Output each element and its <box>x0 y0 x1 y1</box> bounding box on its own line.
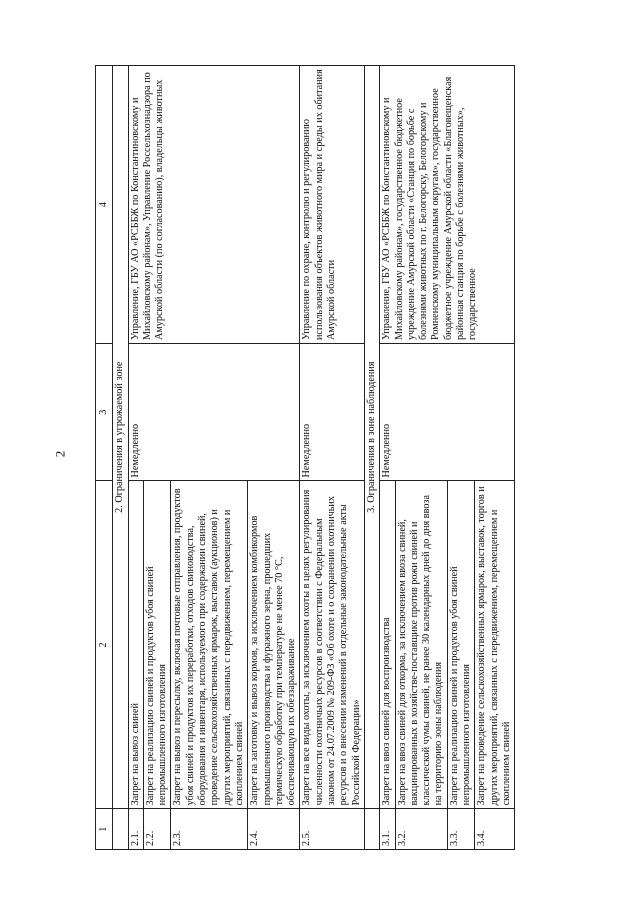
header-col-1: 1 <box>96 809 113 850</box>
table-row <box>380 66 395 850</box>
row-number: 3.3. <box>447 809 475 850</box>
row-measure: Запрет на реализацию свиней и продуктов убоя свиней непромышленного изготовления <box>447 481 475 809</box>
row-measure: Запрет на реализацию свиней и продуктов убоя свиней непромышленного изготовления <box>143 481 171 809</box>
measures-table <box>95 65 515 850</box>
row-measure: Запрет на вывоз свиней <box>128 481 143 809</box>
row-responsible: Управление, ГБУ АО «РСББЖ по Константиновскому и Михайловскому районам», государственное бюджетное учреждение Амурской области «Станция по борьбе с болезнями животных по г. Белогорску, Белогорскому и Ромненскому муниципальным округам», государственное бюджетное учреждение Амурской области «Благовещенская районная станция по борьбе с болезнями животных», государственное <box>380 66 515 344</box>
row-measure: Запрет на ввоз свиней для воспроизводства <box>380 481 395 809</box>
row-number: 2.3. <box>171 809 248 850</box>
row-number: 3.4. <box>475 809 515 850</box>
row-responsible: Управление, ГБУ АО «РСББЖ по Константиновскому и Михайловскому районам», Управление Россельхознадзора по Амурской области (по согласованию), владельцы животных <box>128 66 300 344</box>
table-row <box>128 66 143 850</box>
row-measure: Запрет на проведение сельскохозяйственных ярмарок, выставок, торгов и других мероприятий, связанных с передвижением, перемещением и скоплением свиней <box>475 481 515 809</box>
row-number: 2.2. <box>143 809 171 850</box>
section-row <box>113 66 128 850</box>
section-title: 2. Ограничения в угрожаемой зоне <box>113 66 128 809</box>
section-row <box>364 66 379 850</box>
page-number: 2 <box>52 450 68 458</box>
section-title: 3. Ограничения в зоне наблюдения <box>364 66 379 809</box>
header-row <box>96 66 113 850</box>
row-responsible: Управление по охране, контролю и регулированию использования объектов животного мира и среды их обитания Амурской области <box>300 66 364 344</box>
header-col-4: 4 <box>96 66 113 344</box>
header-col-3: 3 <box>96 344 113 481</box>
header-col-2: 2 <box>96 481 113 809</box>
row-number: 3.1. <box>380 809 395 850</box>
table-row <box>300 66 364 850</box>
row-measure: Запрет на ввоз свиней для откорма, за исключением ввоза свиней, вакцинированных в хозяйстве-поставщике против рожи свиней и классической чумы свиней, не ранее 30 календарных дней до дня ввоза на территорию зоны наблюдения <box>395 481 447 809</box>
row-term: Немедленно <box>300 344 364 481</box>
row-number: 3.2. <box>395 809 447 850</box>
row-term: Немедленно <box>380 344 515 481</box>
row-number: 2.4. <box>248 809 300 850</box>
row-measure: Запрет на заготовку и вывоз кормов, за исключением комбикормов промышленного производства и фуражного зерна, прошедших термическую обработку при температуре не менее 70 °С, обеспечивающую их обеззараживание <box>248 481 300 809</box>
row-measure: Запрет на вывоз и пересылку, включая почтовые отправления, продуктов убоя свиней и продуктов их переработки, отходов свиноводства, оборудования и инвентаря, используемого при содержании свиней, проведение сельскохозяйственных ярмарок, выставок (аукционов) и других мероприятий, связанных с передвижением, перемещением и скоплением свиней <box>171 481 248 809</box>
row-number: 2.1. <box>128 809 143 850</box>
rotated-table-sheet <box>95 65 595 850</box>
row-number: 2.5. <box>300 809 364 850</box>
row-term: Немедленно <box>128 344 300 481</box>
row-measure: Запрет на все виды охоты, за исключением охоты в целях регулирования численности охотничьих ресурсов в соответствии с Федеральным законом от 24.07.2009 № 209-ФЗ «Об охоте и о сохранении охотничьих ресурсов и о внесении изменений в отдельные законодательные акты Российской Федерации» <box>300 481 364 809</box>
